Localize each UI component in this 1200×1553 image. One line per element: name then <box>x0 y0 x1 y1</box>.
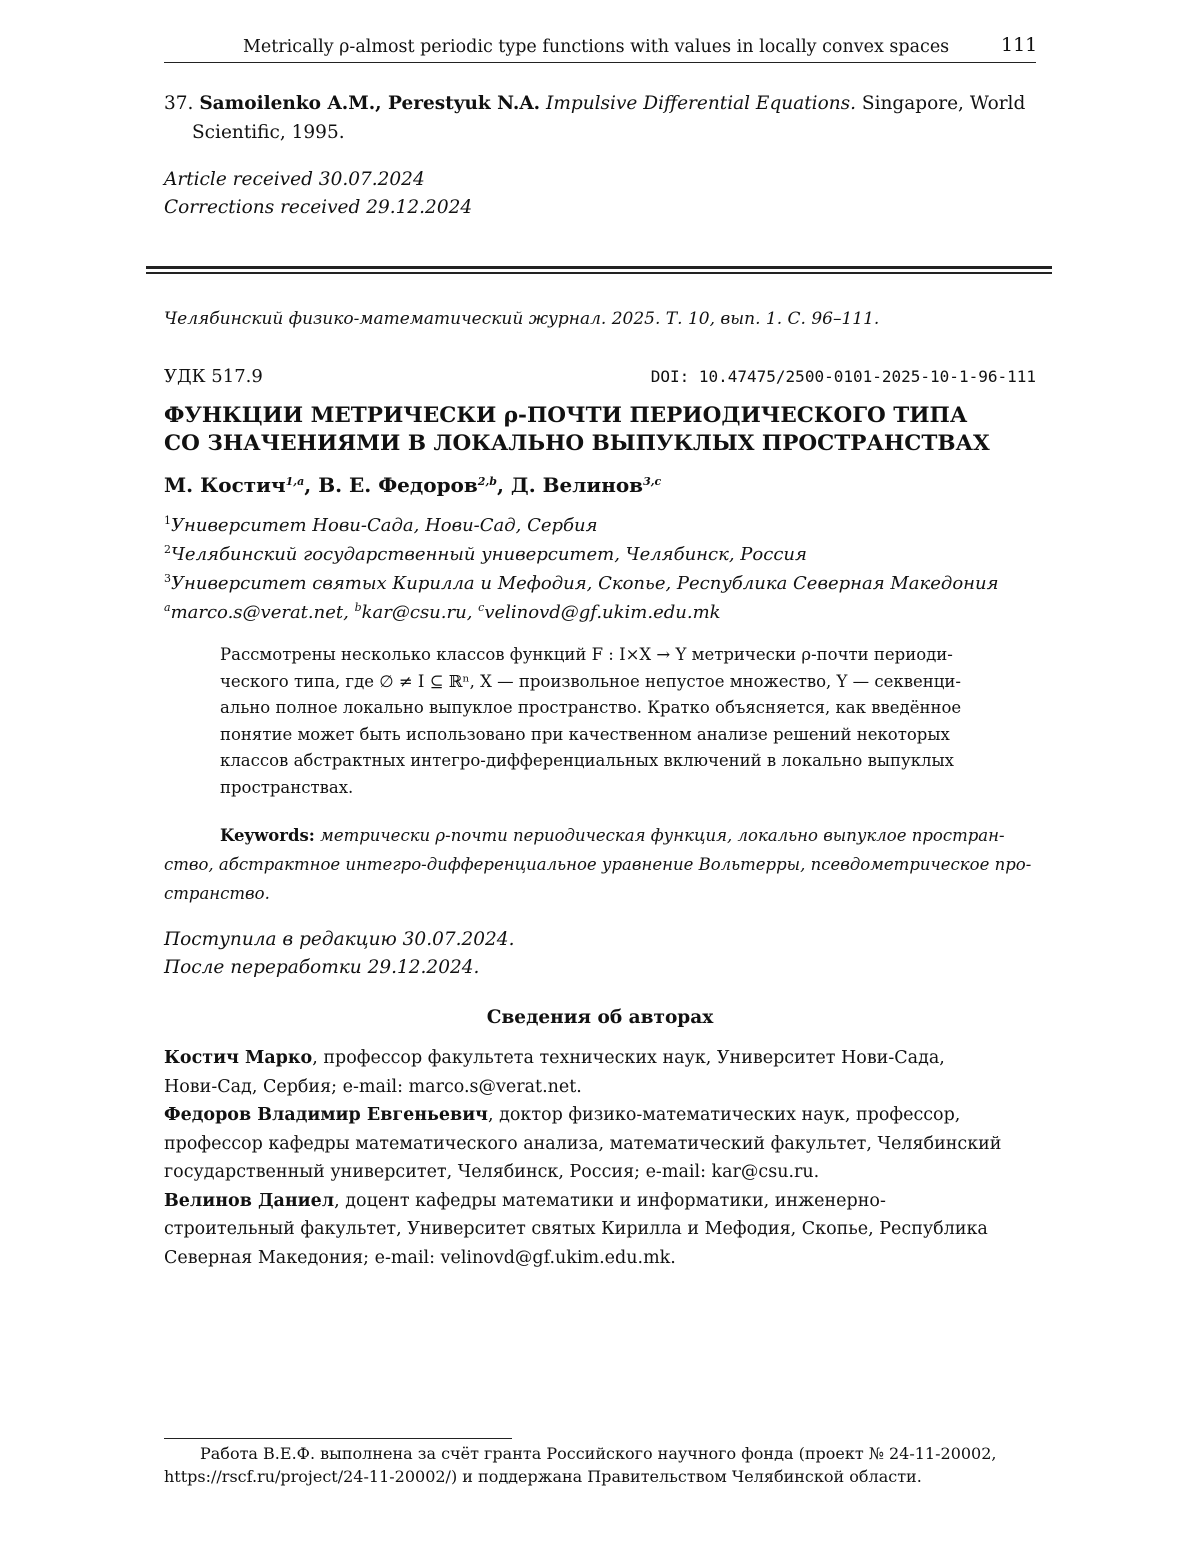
affiliations <box>164 511 999 627</box>
keywords-line1: метрически ρ-почти периодическая функция, локально выпуклое простран- <box>320 826 1005 845</box>
page-number: 111 <box>1001 34 1038 56</box>
header-rule <box>164 62 1036 63</box>
author-fedorov: В. Е. Федоров$^{2,b}$, <box>318 473 511 497</box>
keywords-line2: ство, абстрактное интегро-дифференциальное уравнение Вольтерры, псевдометрическое про- <box>164 855 1032 874</box>
article-received-en: Article received 30.07.2024 <box>164 169 425 190</box>
keywords <box>164 821 1036 908</box>
udk: УДК 517.9 <box>164 366 263 387</box>
reference-number: 37. <box>164 93 194 114</box>
footnote <box>164 1442 1036 1488</box>
abstract-line: пространствах. <box>220 777 354 797</box>
footnote-rule <box>164 1438 512 1439</box>
keywords-label: Keywords: <box>220 826 315 845</box>
affiliation-1: $^1$Университет Нови-Сада, Нови-Сад, Сербия <box>164 514 598 536</box>
reference-37 <box>164 89 1036 147</box>
separator-rule-thick <box>146 266 1052 269</box>
abstract-line: ческого типа, где ∅ ≠ I ⊆ ℝⁿ, X — произвольное непустое множество, Y — секвенци- <box>220 671 961 691</box>
corrections-received-en: Corrections received 29.12.2024 <box>164 197 473 218</box>
author-info-kostic: Костич Марко, профессор факультета технических наук, Университет Нови-Сада, Нови-Сад, Сербия; e-mail: marco.s@verat.net. <box>164 1048 945 1097</box>
keywords-line3: странство. <box>164 884 270 903</box>
running-header-title: Metrically ρ-almost periodic type functions with values in locally convex spaces <box>243 37 950 57</box>
footnote-line1: Работа В.Е.Ф. выполнена за счёт гранта Российского научного фонда (проект № 24-11-20002, <box>200 1444 997 1463</box>
abstract-line: ально полное локально выпуклое пространство. Кратко объясняется, как введённое <box>220 698 962 717</box>
author-kostic: М. Костич$^{1,a}$, <box>164 473 319 497</box>
reference-rest-2: Scientific, 1995. <box>192 122 345 143</box>
abstract-line: Рассмотрены несколько классов функций F : I×X → Y метрически ρ-почти периоди- <box>220 645 953 664</box>
reference-authors: Samoilenko A.M., Perestyuk N.A. <box>199 93 541 114</box>
title-ru-line1: ФУНКЦИИ МЕТРИЧЕСКИ ρ-ПОЧТИ ПЕРИОДИЧЕСКОГО ТИПА <box>164 403 968 428</box>
journal-citation: Челябинский физико-математический журнал. 2025. Т. 10, вып. 1. С. 96–111. <box>164 309 880 329</box>
abstract-line: классов абстрактных интегро-дифференциальных включений в локально выпуклых <box>220 751 954 770</box>
author-emails: $^a$marco.s@verat.net, $^b$kar@csu.ru, $^c$velinovd@gf.ukim.edu.mk <box>164 601 721 623</box>
footnote-line2: https://rscf.ru/project/24-11-20002/) и поддержана Правительством Челябинской области. <box>164 1467 922 1486</box>
separator-rule-thin <box>146 272 1052 274</box>
title-ru-line2: СО ЗНАЧЕНИЯМИ В ЛОКАЛЬНО ВЫПУКЛЫХ ПРОСТРАНСТВАХ <box>164 431 990 456</box>
authors-info-heading: Сведения об авторах <box>486 1007 714 1028</box>
authors-info <box>164 1044 1036 1272</box>
author-info-fedorov: Федоров Владимир Евгеньевич, доктор физико-математических наук, профессор, профессор кафедры математического анализа, математический факультет, Челябинский государственный университет, Челябинск, Россия; e-mail: kar@csu.ru. <box>164 1105 1002 1182</box>
reference-rest-1: Singapore, World <box>861 93 1026 114</box>
author-velinov: Д. Велинов$^{3,c}$ <box>510 473 662 497</box>
reference-title: Impulsive Differential Equations. <box>546 93 857 114</box>
authors-line <box>164 471 661 499</box>
doi: DOI: 10.47475/2500-0101-2025-10-1-96-111 <box>650 367 1036 386</box>
affiliation-3: $^3$Университет святых Кирилла и Мефодия, Скопье, Республика Северная Македония <box>164 572 999 594</box>
author-info-velinov: Велинов Даниел, доцент кафедры математики и информатики, инженерно- строительный факультет, Университет святых Кирилла и Мефодия, Скопье, Республика Северная Македония; e-mail: velinovd@gf.ukim.edu.mk. <box>164 1190 988 1268</box>
affiliation-2: $^2$Челябинский государственный университет, Челябинск, Россия <box>164 543 807 565</box>
abstract <box>220 642 980 801</box>
abstract-line: понятие может быть использовано при качественном анализе решений некоторых <box>220 724 950 744</box>
revised-ru: После переработки 29.12.2024. <box>164 957 480 978</box>
received-ru: Поступила в редакцию 30.07.2024. <box>164 929 515 950</box>
